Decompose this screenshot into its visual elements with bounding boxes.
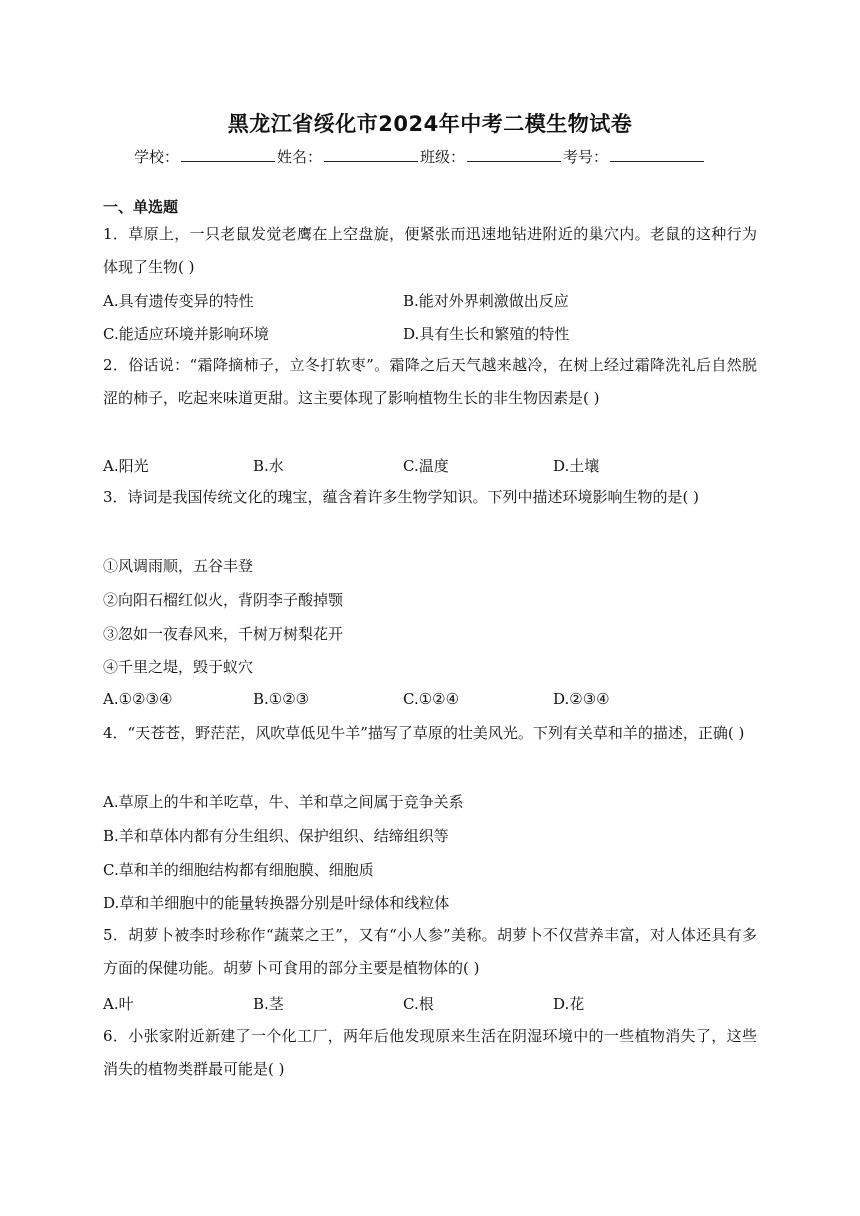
q3-option-a[interactable]: A.①②③④ xyxy=(103,690,173,708)
q2-option-c[interactable]: C.温度 xyxy=(403,457,449,475)
q4-option-c[interactable]: C.草和羊的细胞结构都有细胞膜、细胞质 xyxy=(103,861,374,879)
name-label: 姓名： xyxy=(277,148,323,166)
q2-option-b[interactable]: B.水 xyxy=(253,457,284,475)
class-label: 班级： xyxy=(420,148,466,166)
q1-option-d[interactable]: D.具有生长和繁殖的特性 xyxy=(403,325,570,343)
q2-option-d[interactable]: D.土壤 xyxy=(553,457,600,475)
q3-statement-2: ②向阳石榴红似火，背阴李子酸掉颚 xyxy=(103,591,344,609)
number-blank[interactable] xyxy=(610,146,704,162)
question-5-stem: 5．胡萝卜被李时珍称作“蔬菜之王”，又有“小人参”美称。胡萝卜不仅营养丰富，对人体还具有多方面的保健功能。胡萝卜可食用的部分主要是植物体的( ) xyxy=(103,926,757,977)
question-6-stem: 6．小张家附近新建了一个化工厂，两年后他发现原来生活在阴湿环境中的一些植物消失了，这些消失的植物类群最可能是( ) xyxy=(103,1027,757,1078)
q1-option-c[interactable]: C.能适应环境并影响环境 xyxy=(103,325,269,343)
q1-option-a[interactable]: A.具有遗传变异的特性 xyxy=(103,292,254,310)
school-blank[interactable] xyxy=(181,146,275,162)
question-4-stem: 4．“天苍苍，野茫茫，风吹草低见牛羊”描写了草原的壮美风光。下列有关草和羊的描述，正确( ) xyxy=(103,724,745,742)
q4-option-b[interactable]: B.羊和草体内都有分生组织、保护组织、结缔组织等 xyxy=(103,827,449,845)
number-label: 考号： xyxy=(563,148,609,166)
q3-statement-4: ④千里之堤，毁于蚁穴 xyxy=(103,658,254,676)
name-blank[interactable] xyxy=(324,146,418,162)
q4-option-a[interactable]: A.草原上的牛和羊吃草，牛、羊和草之间属于竞争关系 xyxy=(103,793,464,811)
q5-option-d[interactable]: D.花 xyxy=(553,995,585,1013)
q3-option-b[interactable]: B.①②③ xyxy=(253,690,310,708)
q4-option-d[interactable]: D.草和羊细胞中的能量转换器分别是叶绿体和线粒体 xyxy=(103,894,450,912)
q5-option-b[interactable]: B.茎 xyxy=(253,995,284,1013)
q1-option-b[interactable]: B.能对外界刺激做出反应 xyxy=(403,292,569,310)
page-title: 黑龙江省绥化市2024年中考二模生物试卷 xyxy=(227,112,633,136)
q3-option-c[interactable]: C.①②④ xyxy=(403,690,460,708)
student-info-line xyxy=(134,146,706,167)
q5-option-c[interactable]: C.根 xyxy=(403,995,434,1013)
question-3-stem: 3．诗词是我国传统文化的瑰宝，蕴含着许多生物学知识。下列中描述环境影响生物的是( ) xyxy=(103,488,700,506)
school-label: 学校： xyxy=(134,148,180,166)
section-heading: 一、单选题 xyxy=(103,198,179,216)
question-2-stem: 2．俗话说：“霜降摘柿子，立冬打软枣”。霜降之后天气越来越冷，在树上经过霜降洗礼后自然脱涩的柿子，吃起来味道更甜。这主要体现了影响植物生长的非生物因素是( ) xyxy=(103,356,757,407)
q3-statement-3: ③忽如一夜春风来，千树万树梨花开 xyxy=(103,625,344,643)
q3-option-d[interactable]: D.②③④ xyxy=(553,690,610,708)
question-1-stem: 1．草原上，一只老鼠发觉老鹰在上空盘旋，便紧张而迅速地钻进附近的巢穴内。老鼠的这种行为体现了生物( ) xyxy=(103,225,757,276)
q2-option-a[interactable]: A.阳光 xyxy=(103,457,149,475)
class-blank[interactable] xyxy=(467,146,561,162)
q5-option-a[interactable]: A.叶 xyxy=(103,995,134,1013)
q3-statement-1: ①风调雨顺，五谷丰登 xyxy=(103,557,254,575)
